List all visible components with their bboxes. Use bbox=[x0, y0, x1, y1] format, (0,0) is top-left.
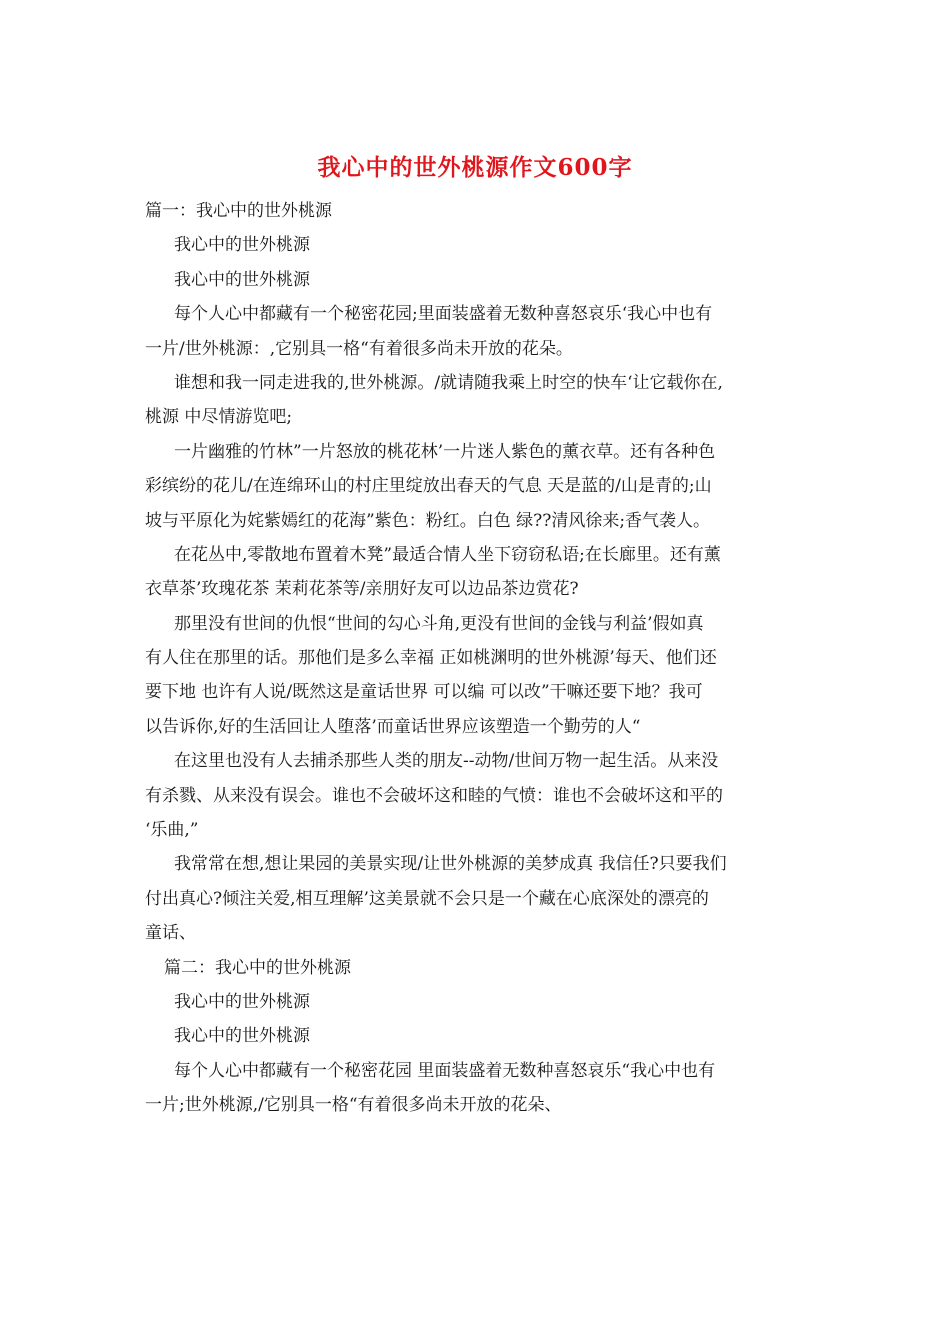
text-line: 童话、 bbox=[145, 923, 196, 944]
text-line: 在这里也没有人去捕杀那些人类的朋友--动物/世间万物一起生活。从来没 bbox=[174, 751, 719, 772]
text-line: 衣草茶’玫瑰花茶 茉莉花茶等/亲朋好友可以边品茶边赏花? bbox=[145, 579, 579, 600]
text-line: 桃源 中尽情游览吧; bbox=[145, 407, 293, 428]
text-line: 我常常在想,想让果园的美景实现/让世外桃源的美梦成真 我信任?只要我们 bbox=[174, 854, 727, 875]
text-line: 我心中的世外桃源 bbox=[174, 235, 310, 256]
text-line: 每个人心中都藏有一个秘密花园;里面装盛着无数种喜怒哀乐‘我心中也有 bbox=[174, 304, 713, 325]
text-line: 谁想和我一同走进我的,世外桃源。/就请随我乘上时空的快车‘让它载你在, bbox=[174, 372, 723, 393]
text-line: 一片幽雅的竹林”一片怒放的桃花林’一片迷人紫色的薰衣草。还有各种色 bbox=[174, 441, 716, 462]
text-line: 以告诉你,好的生活回让人堕落’而童话世界应该塑造一个勤劳的人“ bbox=[145, 716, 641, 737]
text-line: 篇二：我心中的世外桃源 bbox=[164, 957, 351, 978]
text-line: 在花丛中,零散地布置着木凳”最适合情人坐下窃窃私语;在长廊里。还有薰 bbox=[174, 544, 721, 565]
text-line: 篇一：我心中的世外桃源 bbox=[145, 201, 332, 221]
text-line: 彩缤纷的花儿/在连绵环山的村庄里绽放出春天的气息 天是蓝的/山是青的;山 bbox=[145, 476, 712, 497]
text-line: 付出真心?倾注关爱,相互理解’这美景就不会只是一个藏在心底深处的漂亮的 bbox=[145, 888, 709, 909]
text-line: 每个人心中都藏有一个秘密花园 里面装盛着无数种喜怒哀乐“我心中也有 bbox=[174, 1060, 716, 1081]
text-line: 一片;世外桃源,/它别具一格“有着很多尚未开放的花朵、 bbox=[145, 1095, 562, 1116]
text-line: 那里没有世间的仇恨“世间的勾心斗角,更没有世间的金钱与利益’假如真 bbox=[174, 613, 704, 634]
text-line: 一片/世外桃源：,它别具一格“有着很多尚未开放的花朵。 bbox=[145, 338, 573, 359]
document-body bbox=[145, 194, 810, 1123]
text-line: 有杀戮、从来没有误会。谁也不会破坏这和睦的气愤：谁也不会破坏这和平的 bbox=[145, 785, 723, 806]
text-line: 要下地 也许有人说/既然这是童话世界 可以编 可以改”干嘛还要下地？我可 bbox=[145, 682, 703, 703]
text-line: 坡与平原化为姹紫嫣红的花海”紫色：粉红。白色 绿??清风徐来;香气袭人。 bbox=[145, 510, 711, 531]
text-line: 我心中的世外桃源 bbox=[174, 991, 310, 1012]
text-line: 有人住在那里的话。那他们是多么幸福 正如桃渊明的世外桃源’每天、他们还 bbox=[145, 648, 717, 669]
text-line: 我心中的世外桃源 bbox=[174, 1026, 310, 1047]
text-line: 我心中的世外桃源 bbox=[174, 269, 310, 290]
text-line: ‘乐曲,” bbox=[145, 820, 199, 841]
document-title: 我心中的世外桃源作文600字 bbox=[317, 154, 633, 181]
